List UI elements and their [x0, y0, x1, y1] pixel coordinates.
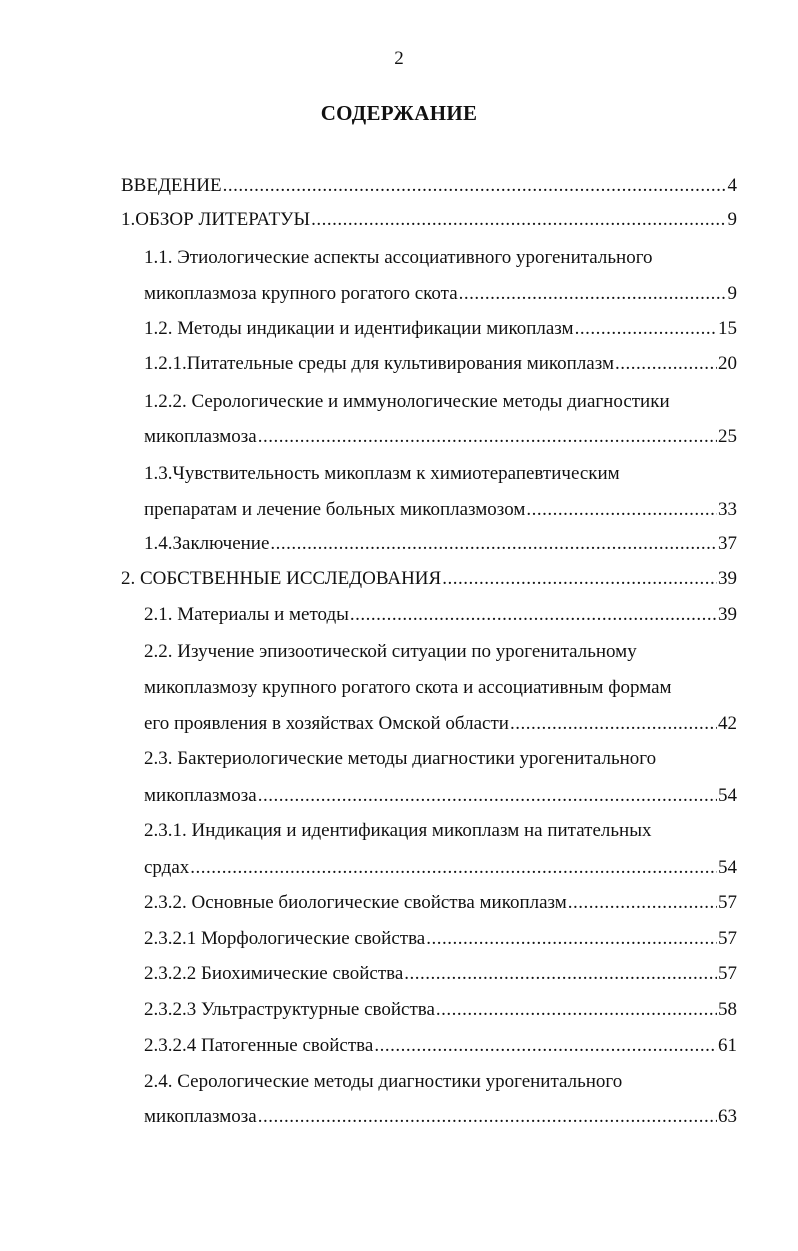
page-number: 2 [394, 48, 404, 69]
toc-entry [144, 927, 737, 951]
toc-entry-title-line: 2.2. Изучение эпизоотической ситуации по урогенитальному [144, 641, 637, 662]
toc-entry-page: 57 [718, 963, 737, 984]
toc-entry-title: срдах [144, 857, 190, 878]
toc-entry-page: 57 [718, 892, 737, 913]
toc-entry-title: 2.3.2.1 Морфологические свойства [144, 928, 426, 949]
toc-entry-title-line: 1.2.2. Серологические и иммунологические методы диагностики [144, 391, 670, 412]
toc-entry-title-line: 2.3.1. Индикация и идентификация микоплазм на питательных [144, 820, 652, 841]
toc-entry-title-line: 2.3. Бактериологические методы диагностики урогенитального [144, 748, 657, 769]
toc-entry [121, 174, 737, 198]
toc-entry-page: 37 [718, 533, 737, 554]
toc-entry [144, 317, 737, 341]
toc-entry [144, 784, 737, 808]
toc-entry-title: 1.2. Методы индикации и идентификации микоплазм [144, 318, 574, 339]
toc-entry-title: 1.ОБЗОР ЛИТЕРАТУЫ [121, 209, 311, 230]
toc-entry-page: 57 [718, 928, 737, 949]
toc-entry [121, 567, 737, 591]
toc-entry-page: 25 [718, 426, 737, 447]
toc-entry [144, 998, 737, 1022]
toc-entry-page: 39 [718, 568, 737, 589]
toc-title: СОДЕРЖАНИЕ [320, 101, 478, 125]
toc-entry-title: 2.3.2.4 Патогенные свойства [144, 1035, 374, 1056]
toc-entry [144, 1105, 737, 1129]
toc-entry-title: микоплазмоза крупного рогатого скота [144, 283, 458, 304]
toc-entry-title-line: 2.4. Серологические методы диагностики урогенитального [144, 1071, 623, 1092]
toc-entry-title: 2. СОБСТВЕННЫЕ ИССЛЕДОВАНИЯ [121, 568, 442, 589]
toc-entry-page: 4 [727, 175, 737, 196]
toc-entry-page: 15 [718, 318, 737, 339]
toc-entry-page: 33 [718, 499, 737, 520]
toc-entry [144, 352, 737, 376]
toc-entry [144, 962, 737, 986]
toc-entry-page: 39 [718, 604, 737, 625]
toc-entry-page: 9 [727, 283, 737, 304]
toc-entry-title: 2.3.2.2 Биохимические свойства [144, 963, 404, 984]
toc-entry-title: 1.2.1.Питательные среды для культивирования микоплазм [144, 353, 614, 374]
toc-entry-title: микоплазмоза [144, 426, 257, 447]
toc-entry-page: 20 [718, 353, 737, 374]
toc-entry [144, 856, 737, 880]
toc-entry [144, 532, 737, 556]
toc-entry-title: ВВЕДЕНИЕ [121, 175, 222, 196]
toc-entry-title: 2.3.2. Основные биологические свойства микоплазм [144, 892, 567, 913]
toc-entry-title: 2.3.2.3 Ультраструктурные свойства [144, 999, 435, 1020]
toc-entry-page: 9 [727, 209, 737, 230]
toc-entry-title: его проявления в хозяйствах Омской области [144, 713, 509, 734]
toc-entry [144, 498, 737, 522]
toc-entry-page: 54 [718, 785, 737, 806]
toc-entry [144, 891, 737, 915]
toc-entry [144, 282, 737, 306]
toc-entry-title-line: 1.1. Этиологические аспекты ассоциативного урогенитального [144, 247, 653, 268]
toc-entry-page: 58 [718, 999, 737, 1020]
toc-entry-title: 2.1. Материалы и методы [144, 604, 349, 625]
toc-entry-page: 54 [718, 857, 737, 878]
toc-entry-title: микоплазмоза [144, 1106, 257, 1127]
toc-entry-title-line: микоплазмозу крупного рогатого скота и ассоциативным формам [144, 677, 672, 698]
toc-entry [144, 603, 737, 627]
toc-entry-page: 42 [718, 713, 737, 734]
toc-entry-page: 61 [718, 1035, 737, 1056]
toc-entry-title: препаратам и лечение больных микоплазмозом [144, 499, 526, 520]
toc-entry [144, 1034, 737, 1058]
toc-entry [121, 208, 737, 232]
toc-entry [144, 425, 737, 449]
toc-entry-page: 63 [718, 1106, 737, 1127]
toc-entry-title: 1.4.Заключение [144, 533, 270, 554]
toc-entry [144, 712, 737, 736]
toc-entry-title: микоплазмоза [144, 785, 257, 806]
toc-entry-title-line: 1.3.Чувствительность микоплазм к химиотерапевтическим [144, 463, 620, 484]
